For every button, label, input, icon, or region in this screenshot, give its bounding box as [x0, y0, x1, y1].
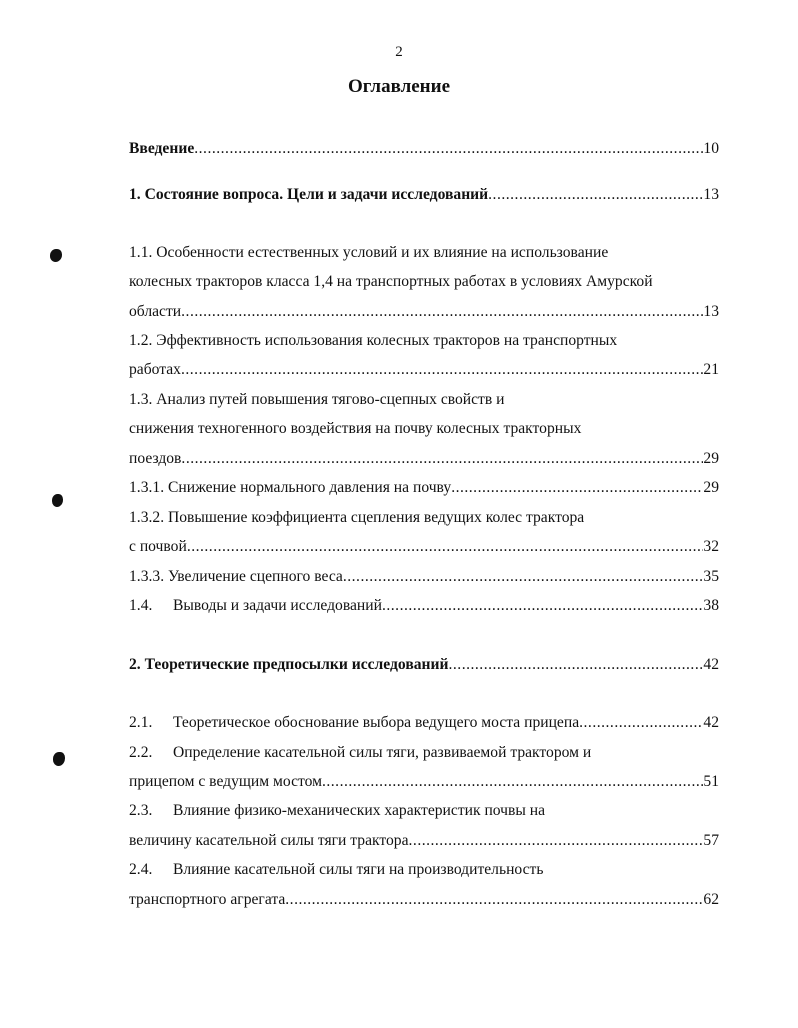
toc-entry-text: Выводы и задачи исследований	[173, 597, 382, 614]
toc-entry-title: величину касательной силы тяги трактора	[129, 832, 409, 849]
toc-entry-1-1-line-3	[129, 302, 719, 322]
toc-entry-1-3-line-1: 1.3. Анализ путей повышения тягово-сцепных свойств и	[129, 391, 505, 408]
leader-dots	[451, 478, 703, 498]
toc-entry-title: с почвой	[129, 538, 187, 555]
toc-entry-title: прицепом с ведущим мостом	[129, 773, 322, 790]
toc-entry-chapter-2	[129, 655, 719, 675]
toc-entry-chapter-1	[129, 185, 719, 205]
toc-entry-1-4	[129, 596, 719, 616]
toc-entry-title: 2. Теоретические предпосылки исследований	[129, 656, 449, 673]
leader-dots	[409, 831, 704, 851]
leader-dots	[382, 596, 703, 616]
toc-entry-number: 1.4.	[129, 597, 153, 614]
leader-dots	[181, 302, 703, 322]
toc-entry-1-2-line-2	[129, 360, 719, 380]
toc-entry-1-3-2-line-1: 1.3.2. Повышение коэффициента сцепления ведущих колес трактора	[129, 509, 585, 526]
leader-dots	[488, 185, 703, 205]
toc-entry-text: Определение касательной силы тяги, развиваемой трактором и	[173, 744, 592, 761]
toc-entry-page: 13	[703, 303, 719, 320]
toc-entry-title: 1.3.3. Увеличение сцепного веса	[129, 568, 343, 585]
toc-entry-page: 29	[703, 450, 719, 467]
leader-dots	[579, 713, 703, 733]
toc-entry-page: 21	[703, 361, 719, 378]
toc-entry-2-1	[129, 713, 719, 733]
toc-entry-2-3-line-2	[129, 831, 719, 851]
leader-dots	[181, 449, 703, 469]
leader-dots	[187, 537, 704, 557]
toc-entry-title	[129, 596, 382, 616]
leader-dots	[343, 567, 704, 587]
toc-entry-2-3-line-1	[129, 801, 719, 821]
toc-entry-number: 2.2.	[129, 744, 153, 761]
toc-entry-2-2-line-1	[129, 743, 719, 763]
leader-dots	[449, 655, 704, 675]
toc-entry-1-3-line-3	[129, 449, 719, 469]
toc-entry-title: транспортного агрегата	[129, 891, 286, 908]
toc-entry-2-4-line-1	[129, 860, 719, 880]
toc-entry-title: поездов	[129, 450, 182, 467]
toc-entry-1-3-3	[129, 567, 719, 587]
toc-entry-title: 1.3.1. Снижение нормального давления на почву	[129, 479, 452, 496]
page-title: Оглавление	[347, 76, 451, 97]
toc-entry-1-1-line-1: 1.1. Особенности естественных условий и их влияние на использование	[129, 244, 609, 261]
toc-entry-number: 2.3.	[129, 802, 153, 819]
toc-entry-text: Влияние касательной силы тяги на производительность	[173, 861, 544, 878]
toc-entry-title: 1. Состояние вопроса. Цели и задачи исследований	[129, 186, 489, 203]
toc-entry-page: 35	[703, 568, 719, 585]
toc-entry-1-3-1	[129, 478, 719, 498]
toc-entry-page: 13	[703, 186, 719, 203]
toc-entry-text: Влияние физико-механических характеристик почвы на	[173, 802, 546, 819]
toc-entry-page: 42	[703, 656, 719, 673]
toc-entry-number: 2.4.	[129, 861, 153, 878]
toc-entry-1-2-line-1: 1.2. Эффективность использования колесных тракторов на транспортных	[129, 332, 618, 349]
toc-entry-page: 32	[703, 538, 719, 555]
toc-entry-title: области	[129, 303, 182, 320]
leader-dots	[194, 139, 703, 159]
toc-entry-intro	[129, 139, 719, 159]
toc-entry-page: 51	[703, 773, 719, 790]
toc-entry-page: 38	[703, 597, 719, 614]
toc-entry-page: 10	[703, 140, 719, 157]
leader-dots	[322, 772, 703, 792]
toc-entry-title: работах	[129, 361, 181, 378]
toc-entry-title	[129, 713, 579, 733]
page-number: 2	[395, 44, 403, 60]
toc-entry-page: 42	[703, 714, 719, 731]
toc-entry-page: 29	[703, 479, 719, 496]
toc-entry-1-1-line-2: колесных тракторов класса 1,4 на транспортных работах в условиях Амурской	[129, 273, 653, 290]
toc-entry-1-3-line-2: снижения техногенного воздействия на почву колесных тракторных	[129, 420, 582, 437]
toc-entry-1-3-2-line-2	[129, 537, 719, 557]
leader-dots	[285, 890, 703, 910]
leader-dots	[181, 360, 703, 380]
toc-entry-text: Теоретическое обоснование выбора ведущего моста прицепа	[173, 714, 580, 731]
toc-entry-number: 2.1.	[129, 714, 153, 731]
toc-entry-title: Введение	[129, 140, 195, 157]
toc-entry-2-4-line-2	[129, 890, 719, 910]
toc-entry-page: 57	[703, 832, 719, 849]
toc-entry-2-2-line-2	[129, 772, 719, 792]
toc-entry-page: 62	[703, 891, 719, 908]
